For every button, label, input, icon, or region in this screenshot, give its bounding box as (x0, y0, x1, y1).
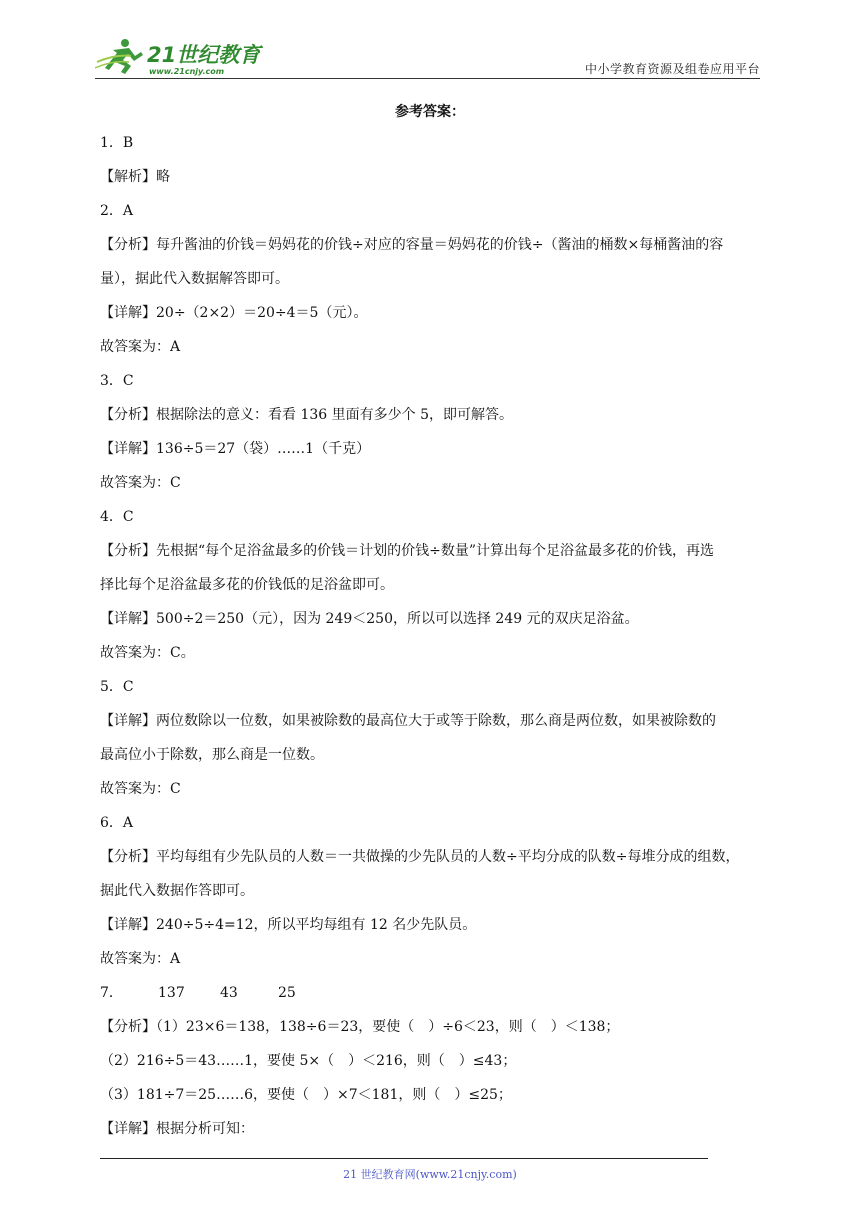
text-line: 故答案为：A (100, 339, 181, 355)
logo-text: 21世纪教育 (147, 43, 261, 67)
text-line: 【详解】136÷5＝27（袋）……1（千克） (100, 441, 371, 457)
text-line: 1．B (100, 135, 134, 151)
text-line: 5．C (100, 679, 134, 695)
text-line: （3）181÷7＝25……6，要使（ ）×7＜181，则（ ）≤25； (100, 1087, 512, 1103)
text-line: 择比每个足浴盆最多花的价钱低的足浴盆即可。 (100, 577, 394, 593)
question-7-answers (100, 976, 765, 1010)
text-line: 故答案为：C (100, 475, 181, 491)
runner-logo-icon (95, 36, 265, 78)
text-line: 2．A (100, 203, 134, 219)
text-line: 3．C (100, 373, 134, 389)
text-line: 【详解】根据分析可知： (100, 1121, 254, 1137)
question-number: 7． (100, 985, 123, 1001)
text-line: 最高位小于除数，那么商是一位数。 (100, 747, 324, 763)
footer-divider (100, 1158, 708, 1159)
text-line: 故答案为：C。 (100, 645, 195, 661)
answer-blank: 25 (278, 985, 296, 1001)
text-line: 【解析】略 (100, 169, 170, 185)
text-line: 【分析】（1）23×6＝138，138÷6＝23，要使（ ）÷6＜23，则（ ）＜138； (100, 1019, 620, 1035)
text-line: 【分析】每升酱油的价钱＝妈妈花的价钱÷对应的容量＝妈妈花的价钱÷（酱油的桶数×每桶酱油的容 (100, 237, 724, 253)
logo-url-text: www.21cnjy.com (149, 67, 225, 76)
text-line: 据此代入数据作答即可。 (100, 883, 254, 899)
text-line: 【分析】平均每组有少先队员的人数＝一共做操的少先队员的人数÷平均分成的队数÷每堆分成的组数， (100, 849, 740, 865)
text-line: 【详解】20÷（2×2）＝20÷4＝5（元）。 (100, 305, 368, 321)
platform-name: 中小学教育资源及组卷应用平台 (584, 62, 760, 76)
text-line: 【详解】500÷2＝250（元），因为 249＜250，所以可以选择 249 元的双庆足浴盆。 (100, 611, 639, 627)
text-line: 【详解】两位数除以一位数，如果被除数的最高位大于或等于除数，那么商是两位数，如果被除数的 (100, 713, 716, 729)
text-line: 量），据此代入数据解答即可。 (100, 271, 289, 287)
answer-blank: 43 (220, 985, 238, 1001)
logo (95, 36, 265, 78)
text-line: 故答案为：C (100, 781, 181, 797)
header-divider (95, 78, 760, 79)
text-line: 故答案为：A (100, 951, 181, 967)
text-line: 4．C (100, 509, 134, 525)
text-line: （2）216÷5＝43……1，要使 5×（ ）＜216，则（ ）≤43； (100, 1053, 517, 1069)
page-title: 参考答案： (395, 104, 465, 120)
footer-text: 21 世纪教育网(www.21cnjy.com) (343, 1168, 517, 1181)
answer-content (100, 126, 765, 1146)
page-header (95, 32, 760, 82)
text-line: 6．A (100, 815, 134, 831)
answer-blank: 137 (158, 985, 185, 1001)
text-line: 【详解】240÷5÷4=12，所以平均每组有 12 名少先队员。 (100, 917, 477, 933)
text-line: 【分析】根据除法的意义：看看 136 里面有多少个 5，即可解答。 (100, 407, 513, 423)
text-line: 【分析】先根据“每个足浴盆最多的价钱＝计划的价钱÷数量”计算出每个足浴盆最多花的价钱，再选 (100, 543, 715, 559)
